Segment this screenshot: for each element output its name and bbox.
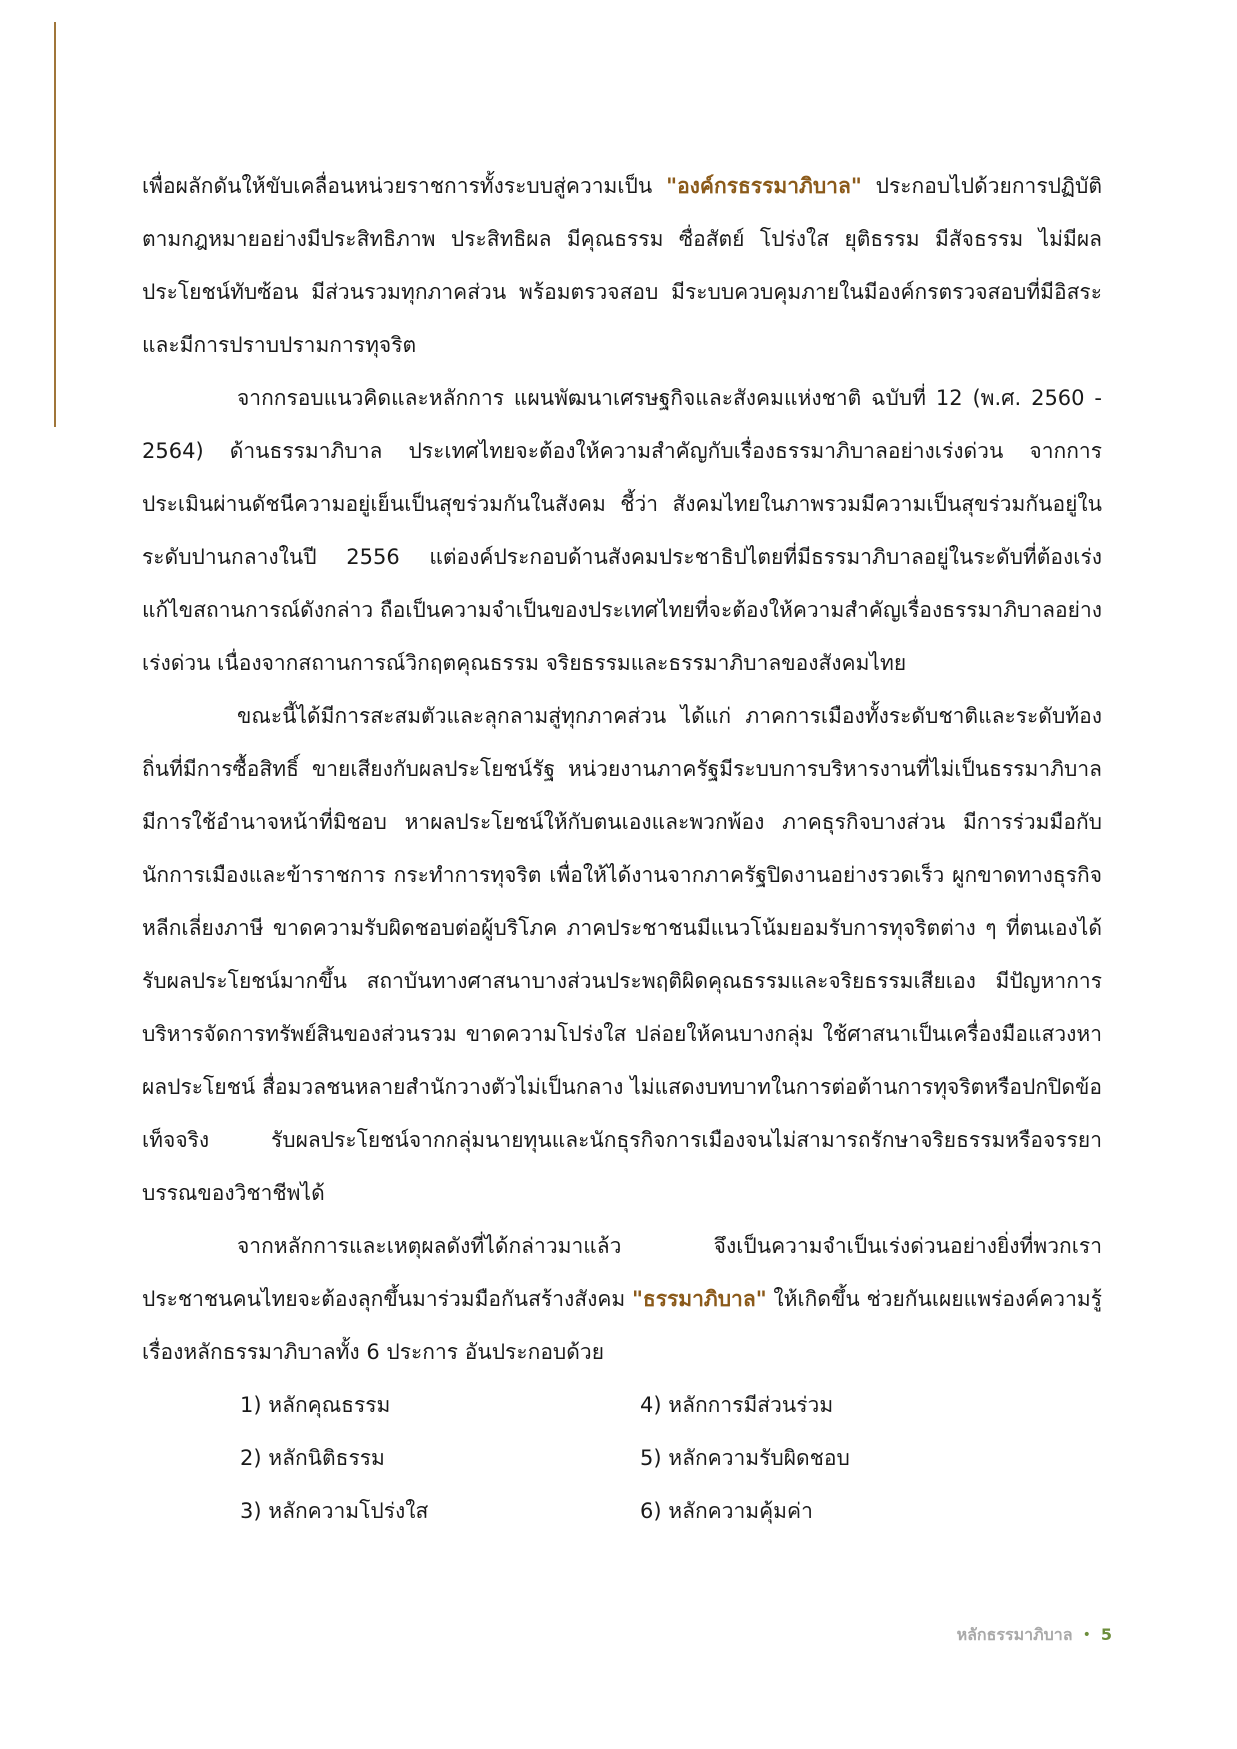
principles-list <box>240 1379 1102 1538</box>
principle-item: 2) หลักนิติธรรม <box>240 1446 385 1470</box>
page-number: 5 <box>1100 1625 1112 1644</box>
paragraph-text: เพื่อผลักดันให้ขับเคลื่อนหน่วยราชการทั้งระบบสู่ความเป็น <box>142 174 667 198</box>
body-paragraph <box>142 690 1102 1220</box>
principle-item: 5) หลักความรับผิดชอบ <box>640 1446 850 1470</box>
principle-item: 4) หลักการมีส่วนร่วม <box>640 1393 834 1417</box>
paragraph-text: จากกรอบแนวคิดและหลักการ แผนพัฒนาเศรษฐกิจและสังคมแห่งชาติ ฉบับที่ 12 (พ.ศ. 2560 - 2564) ด้านธรรมาภิบาล ประเทศไทยจะต้องให้ความสำคัญกับเรื่องธรรมาภิบาลอย่างเร่งด่วน จากการประเมินผ่านดัชนีความอยู่เย็นเป็นสุขร่วมกันในสังคม ชี้ว่า สังคมไทยในภาพรวมมีความเป็นสุขร่วมกันอยู่ในระดับปานกลางในปี 2556 แต่องค์ประกอบด้านสังคมประชาธิปไตยที่มีธรรมาภิบาลอยู่ในระดับที่ต้องเร่งแก้ไขสถานการณ์ดังกล่าว ถือเป็นความจำเป็นของประเทศไทยที่จะต้องให้ความสำคัญเรื่องธรรมาภิบาลอย่างเร่งด่วน เนื่องจากสถานการณ์วิกฤตคุณธรรม จริยธรรมและธรรมาภิบาลของสังคมไทย <box>142 386 1102 675</box>
paragraph-text: ประกอบไปด้วยการปฏิบัติตามกฎหมายอย่างมีประสิทธิภาพ ประสิทธิผล มีคุณธรรม ซื่อสัตย์ โปร่งใส ยุติธรรม มีสัจธรรม ไม่มีผลประโยชน์ทับซ้อน มีส่วนรวมทุกภาคส่วน พร้อมตรวจสอบ มีระบบควบคุมภายในมีองค์กรตรวจสอบที่มีอิสระและมีการปราบปรามการทุจริต <box>142 174 1102 357</box>
left-accent-rule <box>54 22 56 427</box>
document-body <box>142 160 1102 1538</box>
body-paragraph <box>142 372 1102 690</box>
principle-item: 6) หลักความคุ้มค่า <box>640 1499 813 1523</box>
principle-item: 1) หลักคุณธรรม <box>240 1393 391 1417</box>
paragraph-text: ขณะนี้ได้มีการสะสมตัวและลุกลามสู่ทุกภาคส่วน ได้แก่ ภาคการเมืองทั้งระดับชาติและระดับท้องถิ่นที่มีการซื้อสิทธิ์ ขายเสียงกับผลประโยชน์รัฐ หน่วยงานภาครัฐมีระบบการบริหารงานที่ไม่เป็นธรรมาภิบาล มีการใช้อำนาจหน้าที่มิชอบ หาผลประโยชน์ให้กับตนเองและพวกพ้อง ภาคธุรกิจบางส่วน มีการร่วมมือกับนักการเมืองและข้าราชการ กระทำการทุจริต เพื่อให้ได้งานจากภาครัฐปิดงานอย่างรวดเร็ว ผูกขาดทางธุรกิจ หลีกเลี่ยงภาษี ขาดความรับผิดชอบต่อผู้บริโภค ภาคประชาชนมีแนวโน้มยอมรับการทุจริตต่าง ๆ ที่ตนเองได้รับผลประโยชน์มากขึ้น สถาบันทางศาสนาบางส่วนประพฤติผิดคุณธรรมและจริยธรรมเสียเอง มีปัญหาการบริหารจัดการทรัพย์สินของส่วนรวม ขาดความโปร่งใส ปล่อยให้คนบางกลุ่ม ใช้ศาสนาเป็นเครื่องมือแสวงหาผลประโยชน์ สื่อมวลชนหลายสำนักวางตัวไม่เป็นกลาง ไม่แสดงบทบาทในการต่อต้านการทุจริตหรือปกปิดข้อเท็จจริง รับผลประโยชน์จากกลุ่มนายทุนและนักธุรกิจการเมืองจนไม่สามารถรักษาจริยธรรมหรือจรรยาบรรณของวิชาชีพได้ <box>142 704 1102 1205</box>
body-paragraph <box>142 1220 1102 1379</box>
highlighted-term: "องค์กรธรรมาภิบาล" <box>666 174 862 198</box>
footer-bullet-icon: • <box>1082 1627 1091 1643</box>
footer-title: หลักธรรมาภิบาล <box>956 1625 1073 1644</box>
page-footer <box>957 1625 1112 1645</box>
highlighted-term: "ธรรมาภิบาล" <box>631 1287 767 1311</box>
principle-item: 3) หลักความโปร่งใส <box>240 1499 429 1523</box>
paragraph-text: จากหลักการและเหตุผลดังที่ได้กล่าวมาแล้ว จึงเป็นความจำเป็นเร่งด่วนอย่างยิ่งที่พวกเราประชาชนคนไทยจะต้องลุกขึ้นมาร่วมมือกันสร้างสังคม <box>142 1234 1102 1311</box>
body-paragraph <box>142 160 1102 372</box>
paragraph-text: ให้เกิดขึ้น ช่วยกันเผยแพร่องค์ความรู้เรื่องหลักธรรมาภิบาลทั้ง 6 ประการ อันประกอบด้วย <box>142 1287 1102 1364</box>
paragraph-container <box>142 160 1102 1379</box>
